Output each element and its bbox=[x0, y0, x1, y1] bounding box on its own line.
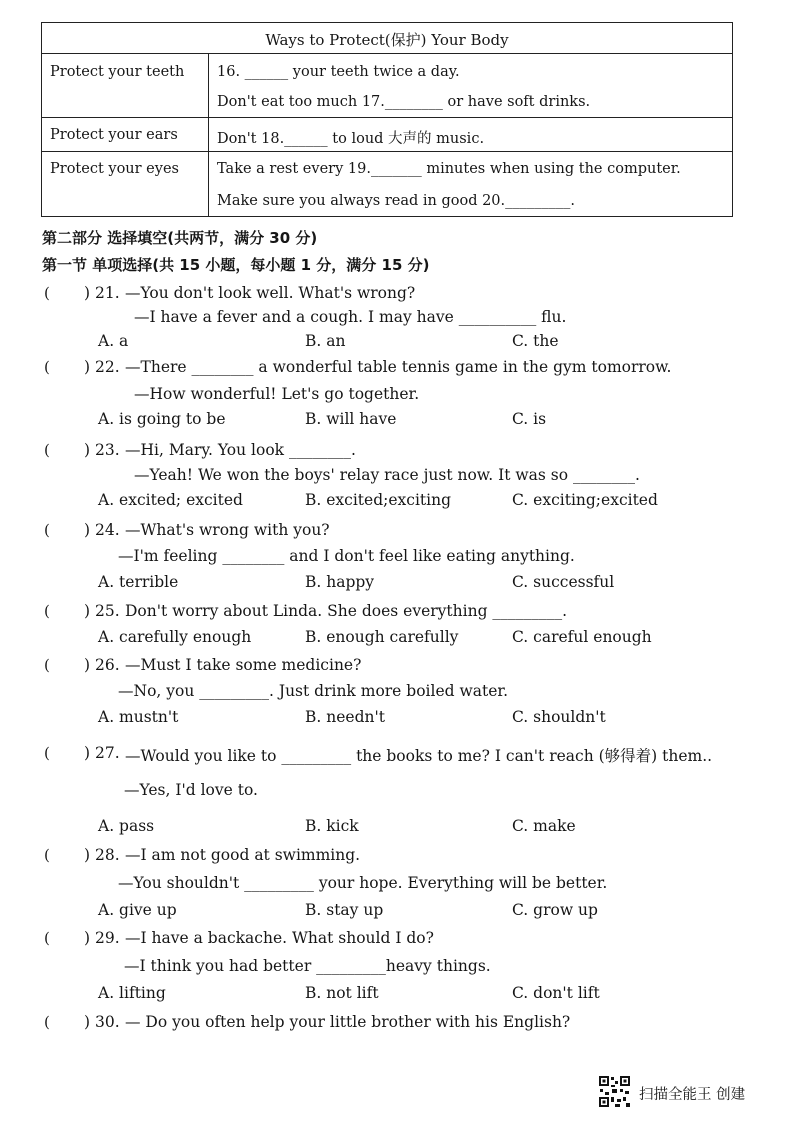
question-number: ) 27. bbox=[84, 744, 120, 762]
option-b: B. happy bbox=[305, 573, 375, 591]
protect-body-table bbox=[41, 22, 733, 217]
question-stem: — Do you often help your little brother with his English? bbox=[125, 1013, 571, 1031]
question-number: ) 25. bbox=[84, 602, 120, 620]
question-line2: —You shouldn't _________ your hope. Everything will be better. bbox=[118, 874, 608, 892]
option-c: C. grow up bbox=[512, 901, 598, 919]
question-stem: —Must I take some medicine? bbox=[125, 656, 362, 674]
answer-paren: ( bbox=[44, 521, 50, 539]
row-line: Don't eat too much 17.________ or have soft drinks. bbox=[217, 94, 591, 110]
option-c: C. careful enough bbox=[512, 628, 652, 646]
answer-paren: ( bbox=[44, 441, 50, 459]
question-stem: —I am not good at swimming. bbox=[125, 846, 361, 864]
option-b: B. kick bbox=[305, 817, 359, 835]
answer-paren: ( bbox=[44, 846, 50, 864]
row-label-ears: Protect your ears bbox=[50, 127, 178, 143]
option-c: C. exciting;excited bbox=[512, 491, 658, 509]
option-b: B. will have bbox=[305, 410, 397, 428]
answer-paren: ( bbox=[44, 744, 50, 762]
option-a: A. give up bbox=[98, 901, 177, 919]
footer-text: 扫描全能王 创建 bbox=[639, 1087, 746, 1103]
question-number: ) 26. bbox=[84, 656, 120, 674]
row-line: 16. ______ your teeth twice a day. bbox=[217, 64, 460, 80]
qr-code-icon bbox=[598, 1075, 631, 1108]
table-column-divider bbox=[208, 53, 209, 216]
option-b: B. needn't bbox=[305, 708, 385, 726]
question-line2: —I have a fever and a cough. I may have __________ flu. bbox=[134, 308, 567, 326]
question-stem: —Hi, Mary. You look ________. bbox=[125, 441, 356, 459]
option-b: B. not lift bbox=[305, 984, 379, 1002]
option-c: C. is bbox=[512, 410, 547, 428]
question-number: ) 23. bbox=[84, 441, 120, 459]
option-c: C. successful bbox=[512, 573, 615, 591]
option-c: C. make bbox=[512, 817, 576, 835]
question-line2: —Yes, I'd love to. bbox=[124, 781, 258, 799]
table-title: Ways to Protect(保护) Your Body bbox=[265, 31, 509, 49]
row-line: Make sure you always read in good 20._________. bbox=[217, 193, 576, 209]
option-c: C. the bbox=[512, 332, 559, 350]
question-line2: —How wonderful! Let's go together. bbox=[134, 385, 420, 403]
option-a: A. lifting bbox=[98, 984, 166, 1002]
row-line: Don't 18.______ to loud 大声的 music. bbox=[217, 131, 485, 147]
row-label-eyes: Protect your eyes bbox=[50, 161, 179, 177]
question-stem: —Would you like to _________ the books to me? I can't reach (够得着) them.. bbox=[125, 747, 713, 765]
question-line2: —No, you _________. Just drink more boiled water. bbox=[118, 682, 509, 700]
answer-paren: ( bbox=[44, 284, 50, 302]
question-number: ) 30. bbox=[84, 1013, 120, 1031]
question-number: ) 21. bbox=[84, 284, 120, 302]
row-label-teeth: Protect your teeth bbox=[50, 64, 185, 80]
question-number: ) 29. bbox=[84, 929, 120, 947]
table-divider bbox=[42, 117, 732, 118]
row-line: Take a rest every 19._______ minutes when using the computer. bbox=[217, 161, 681, 177]
option-b: B. an bbox=[305, 332, 346, 350]
table-divider bbox=[42, 151, 732, 152]
question-number: ) 28. bbox=[84, 846, 120, 864]
option-a: A. carefully enough bbox=[98, 628, 252, 646]
question-stem: —I have a backache. What should I do? bbox=[125, 929, 434, 947]
question-line2: —I think you had better _________heavy things. bbox=[124, 957, 491, 975]
option-b: B. excited;exciting bbox=[305, 491, 451, 509]
question-number: ) 22. bbox=[84, 358, 120, 376]
question-stem: —You don't look well. What's wrong? bbox=[125, 284, 416, 302]
answer-paren: ( bbox=[44, 656, 50, 674]
question-line2: —I'm feeling ________ and I don't feel like eating anything. bbox=[118, 547, 575, 565]
question-stem: Don't worry about Linda. She does everything _________. bbox=[125, 602, 568, 620]
answer-paren: ( bbox=[44, 602, 50, 620]
question-number: ) 24. bbox=[84, 521, 120, 539]
option-b: B. enough carefully bbox=[305, 628, 459, 646]
answer-paren: ( bbox=[44, 358, 50, 376]
option-c: C. shouldn't bbox=[512, 708, 606, 726]
option-a: A. a bbox=[98, 332, 129, 350]
option-c: C. don't lift bbox=[512, 984, 600, 1002]
option-a: A. terrible bbox=[98, 573, 179, 591]
answer-paren: ( bbox=[44, 1013, 50, 1031]
section-title: 第二部分 选择填空(共两节，满分 30 分) bbox=[42, 229, 318, 247]
option-a: A. mustn't bbox=[98, 708, 179, 726]
question-line2: —Yeah! We won the boys' relay race just now. It was so ________. bbox=[134, 466, 640, 484]
table-divider bbox=[42, 53, 732, 54]
option-a: A. is going to be bbox=[98, 410, 226, 428]
option-b: B. stay up bbox=[305, 901, 384, 919]
option-a: A. pass bbox=[98, 817, 155, 835]
option-a: A. excited; excited bbox=[98, 491, 243, 509]
answer-paren: ( bbox=[44, 929, 50, 947]
subsection-title: 第一节 单项选择(共 15 小题，每小题 1 分，满分 15 分) bbox=[42, 256, 430, 274]
question-stem: —There ________ a wonderful table tennis game in the gym tomorrow. bbox=[125, 358, 672, 376]
question-stem: —What's wrong with you? bbox=[125, 521, 330, 539]
